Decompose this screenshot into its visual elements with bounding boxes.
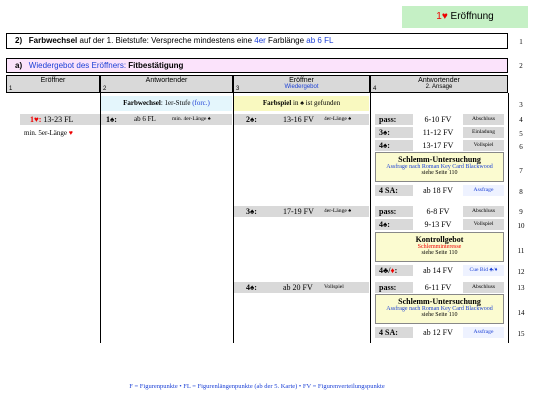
title-highlight2: ab 6 FL <box>306 36 334 45</box>
row-number: 15 <box>517 330 525 338</box>
box-line1: Schlemminteresse <box>417 244 462 250</box>
slam-box-1 <box>375 152 504 182</box>
col2-bid-wrap <box>106 114 117 125</box>
col4-row <box>375 206 504 217</box>
box-title: Schlemm-Untersuchung <box>398 297 481 306</box>
row-number: 11 <box>517 247 525 255</box>
col3-range: 13-16 FV <box>283 115 314 124</box>
col4-bid: 4♣/♦: <box>375 265 413 276</box>
col3-head <box>234 96 369 111</box>
col4-note: Abschluss <box>463 206 504 217</box>
col-header-label: Antwortender <box>418 77 460 84</box>
col-header-sub: 2. Ansage <box>425 84 453 90</box>
box-line1: Assfrage nach Roman Key Card Blackwood <box>386 306 493 312</box>
row-number: 3 <box>519 101 523 109</box>
section-bar <box>6 58 508 73</box>
col1-note: min. 5er-Länge ♥ <box>24 129 73 137</box>
col4-row <box>375 140 504 151</box>
opening-badge <box>402 6 528 28</box>
col4-note: Abschluss <box>463 282 504 293</box>
col-header-num: 4 <box>373 86 377 92</box>
col4-bid: 4♠: <box>375 219 413 230</box>
box-title: Kontrollgebot <box>415 235 464 244</box>
col4-range: 6-10 FV <box>424 115 452 124</box>
col4-note: Vollspiel <box>463 219 504 230</box>
col4-range: 6-11 FV <box>424 283 452 292</box>
col-header-label: Antwortender <box>145 77 188 84</box>
col4-range: 9-13 FV <box>424 220 452 229</box>
row-number: 6 <box>519 143 523 151</box>
col-header-1 <box>6 75 100 93</box>
col2-range: ab 6 FL <box>134 115 156 123</box>
col4-note: Vollspiel <box>463 140 504 151</box>
col4-row <box>375 114 504 125</box>
col-header-4 <box>370 75 508 93</box>
slam-box-2 <box>375 294 504 324</box>
col4-note: Abschluss <box>463 114 504 125</box>
row-number: 9 <box>519 208 523 216</box>
col4-row <box>375 282 504 293</box>
col2-range-wrap <box>134 114 156 125</box>
col3-range: ab 20 FV <box>283 283 313 292</box>
row-number: 5 <box>519 130 523 138</box>
row-number: 12 <box>517 268 525 276</box>
col4-bid: pass: <box>375 114 413 125</box>
col3-head-text: in ♠ ist gefunden <box>291 99 341 107</box>
section-bold: Fitbestätigung <box>128 61 184 70</box>
col2-head-blue: (forc.) <box>192 99 210 107</box>
row-number: 2 <box>519 62 523 70</box>
box-title: Schlemm-Untersuchung <box>398 155 481 164</box>
row-number: 10 <box>517 222 525 230</box>
col4-range: ab 12 FV <box>423 328 453 337</box>
col4-note: Einladung <box>463 127 504 138</box>
col3-head-bold: Farbspiel <box>262 99 292 107</box>
col3-range-wrap-1 <box>283 114 314 125</box>
title-text2: Farblänge <box>265 36 307 45</box>
col3-bid-wrap-1 <box>246 114 257 125</box>
col4-row <box>375 327 504 338</box>
box-line2: siehe Seite 110 <box>421 312 458 318</box>
col-header-label: Eröffner <box>40 77 66 84</box>
col-header-2 <box>100 75 233 93</box>
col4-row <box>375 219 504 230</box>
col-header-num: 2 <box>103 86 107 92</box>
col3-bid-wrap-3 <box>246 282 257 293</box>
col4-row <box>375 185 504 196</box>
col1-bid: 1♥: <box>30 115 42 124</box>
col3-range: 17-19 FV <box>283 207 314 216</box>
row-number: 4 <box>519 116 523 124</box>
col1-range: 13-23 FL <box>43 115 74 124</box>
col4-bid: 4 SA: <box>375 327 413 338</box>
control-box <box>375 232 504 262</box>
col4-row <box>375 127 504 138</box>
col3-note-wrap-1 <box>324 114 351 125</box>
col1-note-wrap <box>24 129 73 137</box>
col-header-3 <box>233 75 370 93</box>
row-number: 13 <box>517 284 525 292</box>
col4-bid: pass: <box>375 206 413 217</box>
col4-note: Cue Bid ♣/♦ <box>463 265 504 276</box>
title-prefix: 2) <box>15 36 23 45</box>
section-prefix: a) <box>15 61 23 70</box>
col3-note-wrap-3 <box>324 282 344 293</box>
title-text1: auf der 1. Bietstufe: Verspreche mindestens eine <box>77 36 255 45</box>
col3-note: 4er-Länge ♠ <box>324 116 352 122</box>
row-number: 14 <box>517 309 525 317</box>
col2-note-wrap <box>172 114 211 125</box>
col4-note: Assfrage <box>463 185 504 196</box>
col3-note: 4er-Länge ♠ <box>324 208 352 214</box>
footer-text: F = Figurenpunkte • FL = Figurenlängenpunkte (ab der 5. Karte) • FV = Figurenverteilungspunkte <box>129 383 385 390</box>
row-number: 8 <box>519 188 523 196</box>
badge-symbol: 1♥ <box>436 11 448 22</box>
col3-range-wrap-2 <box>283 206 314 217</box>
box-line2: siehe Seite 110 <box>421 250 458 256</box>
col3-bid: 4♠: <box>246 283 257 292</box>
badge-text: Eröffnung <box>450 11 494 22</box>
col3-note: Vollspiel <box>324 284 344 290</box>
col2-bid-row <box>101 114 232 125</box>
col2-bid: 1♠: <box>106 115 117 124</box>
col1-bid-wrap <box>30 114 73 125</box>
title-highlight1: 4er <box>254 36 266 45</box>
col4-row <box>375 265 504 276</box>
col4-bid: 4♠: <box>375 140 413 151</box>
col2-note: min. 4er-Länge ♠ <box>172 116 211 122</box>
col4-range: 11-12 FV <box>422 128 454 137</box>
col2-head <box>101 96 232 111</box>
col4-bid: 3♠: <box>375 127 413 138</box>
col-header-label: Eröffner <box>289 77 314 84</box>
col4-range: ab 14 FV <box>423 266 453 275</box>
col2-head-bold: Farbwechsel <box>123 99 161 107</box>
col-header-sub: Wiedergebot <box>284 84 319 90</box>
col4-range: 6-8 FV <box>426 207 450 216</box>
col4-bid: pass: <box>375 282 413 293</box>
col4-range: ab 18 FV <box>423 186 453 195</box>
col4-bid: 4 SA: <box>375 185 413 196</box>
col3-bid: 3♠: <box>246 207 257 216</box>
col-header-num: 3 <box>236 86 240 92</box>
row-number: 7 <box>519 167 523 175</box>
col2-head-text: : 1er-Stufe <box>160 99 193 107</box>
col4-range: 13-17 FV <box>422 141 454 150</box>
col3-bid-wrap-2 <box>246 206 257 217</box>
row-number: 1 <box>519 38 523 46</box>
col3-note-wrap-2 <box>324 206 351 217</box>
title-bold: Farbwechsel <box>28 36 78 45</box>
col3-range-wrap-3 <box>283 282 313 293</box>
col4-note: Assfrage <box>463 327 504 338</box>
title-bar <box>6 33 508 49</box>
box-line2: siehe Seite 110 <box>421 170 458 176</box>
section-blue: Wiedergebot des Eröffners: <box>28 61 129 70</box>
col3-bid: 2♠: <box>246 115 257 124</box>
footer-legend <box>6 383 508 390</box>
box-line1: Assfrage nach Roman Key Card Blackwood <box>386 164 493 170</box>
col-header-num: 1 <box>9 86 13 92</box>
